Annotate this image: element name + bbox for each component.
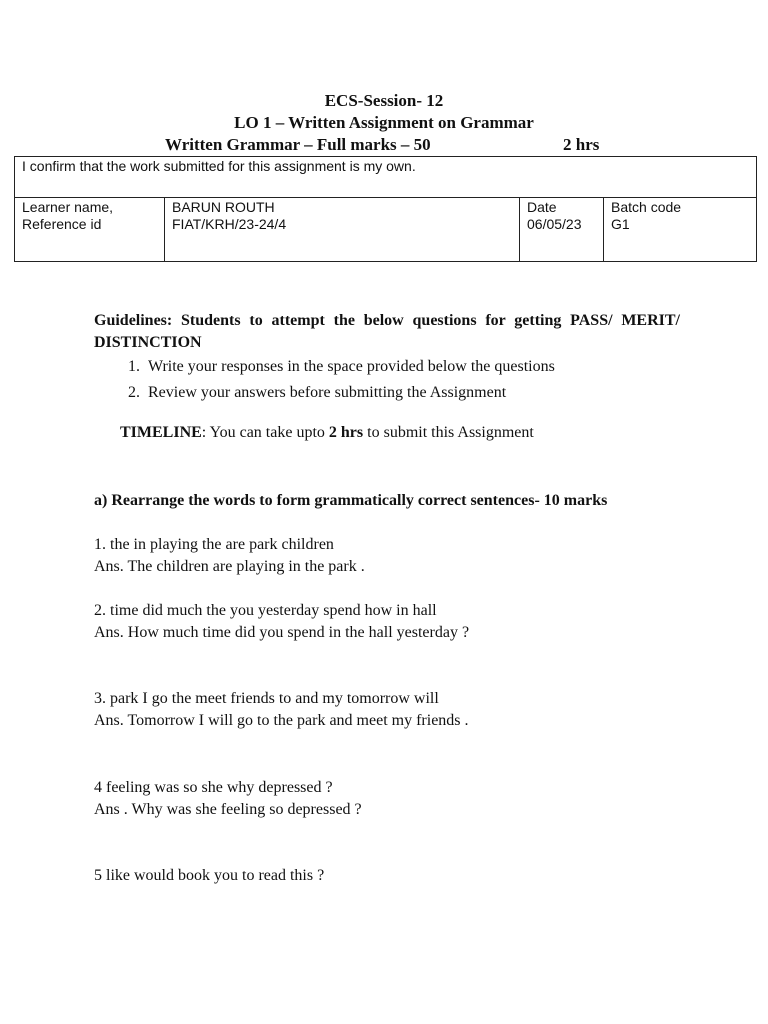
date-value: 06/05/23 — [527, 216, 582, 232]
answer-text: Ans. How much time did you spend in the hall yesterday ? — [94, 624, 470, 641]
guidelines-list — [94, 356, 680, 404]
timeline-suffix: to submit this Assignment — [363, 424, 534, 441]
confirm-statement: I confirm that the work submitted for this assignment is my own. — [15, 157, 757, 198]
learner-name-value: BARUN ROUTH — [172, 199, 275, 215]
learner-info-table — [14, 156, 757, 262]
date-label: Date — [527, 199, 557, 215]
reference-id-label: Reference id — [22, 216, 102, 232]
question-text: 5 like would book you to read this ? — [94, 867, 325, 884]
document-header — [0, 90, 768, 156]
question-block — [94, 534, 680, 578]
question-block — [94, 688, 680, 732]
question-block — [94, 777, 680, 821]
learner-value-cell — [165, 198, 520, 262]
timeline-note — [94, 422, 680, 444]
batch-code-label: Batch code — [611, 199, 682, 215]
guidelines-heading: Guidelines: Students to attempt the below questions for getting PASS/ MERIT/ DISTINCTION — [94, 312, 680, 351]
answer-text: Ans . Why was she feeling so depressed ? — [94, 801, 362, 818]
question-text: 2. time did much the you yesterday spend how in hall — [94, 602, 437, 619]
question-block — [94, 600, 680, 644]
reference-id-value: FIAT/KRH/23-24/4 — [172, 216, 287, 232]
timeline-duration: 2 hrs — [328, 424, 364, 441]
marks-line — [0, 134, 768, 156]
answer-text: Ans. Tomorrow I will go to the park and meet my friends . — [94, 712, 469, 729]
learner-row — [15, 198, 757, 262]
batch-cell — [604, 198, 757, 262]
question-block — [94, 865, 680, 887]
question-text: 4 feeling was so she why depressed ? — [94, 779, 333, 796]
batch-code-value: G1 — [611, 216, 630, 232]
guideline-item: 2. Review your answers before submitting the Assignment — [144, 382, 680, 404]
learner-name-label: Learner name, — [22, 199, 114, 215]
question-text: 3. park I go the meet friends to and my tomorrow will — [94, 690, 439, 707]
answer-text: Ans. The children are playing in the park . — [94, 558, 365, 575]
date-cell — [520, 198, 604, 262]
session-title: ECS-Session- 12 — [324, 91, 444, 110]
question-text: 1. the in playing the are park children — [94, 536, 334, 553]
timeline-label: TIMELINE — [120, 424, 202, 441]
lo-title: LO 1 – Written Assignment on Grammar — [234, 113, 534, 132]
section-a-title: a) Rearrange the words to form grammatically correct sentences- 10 marks — [94, 492, 608, 509]
confirm-row — [15, 157, 757, 198]
guideline-item: 1. Write your responses in the space provided below the questions — [144, 356, 680, 378]
assignment-body — [94, 310, 680, 887]
learner-label-cell — [15, 198, 165, 262]
duration-label: 2 hrs — [563, 135, 600, 154]
timeline-prefix: : You can take upto — [201, 424, 329, 441]
full-marks-label: Written Grammar – Full marks – 50 — [165, 135, 431, 154]
